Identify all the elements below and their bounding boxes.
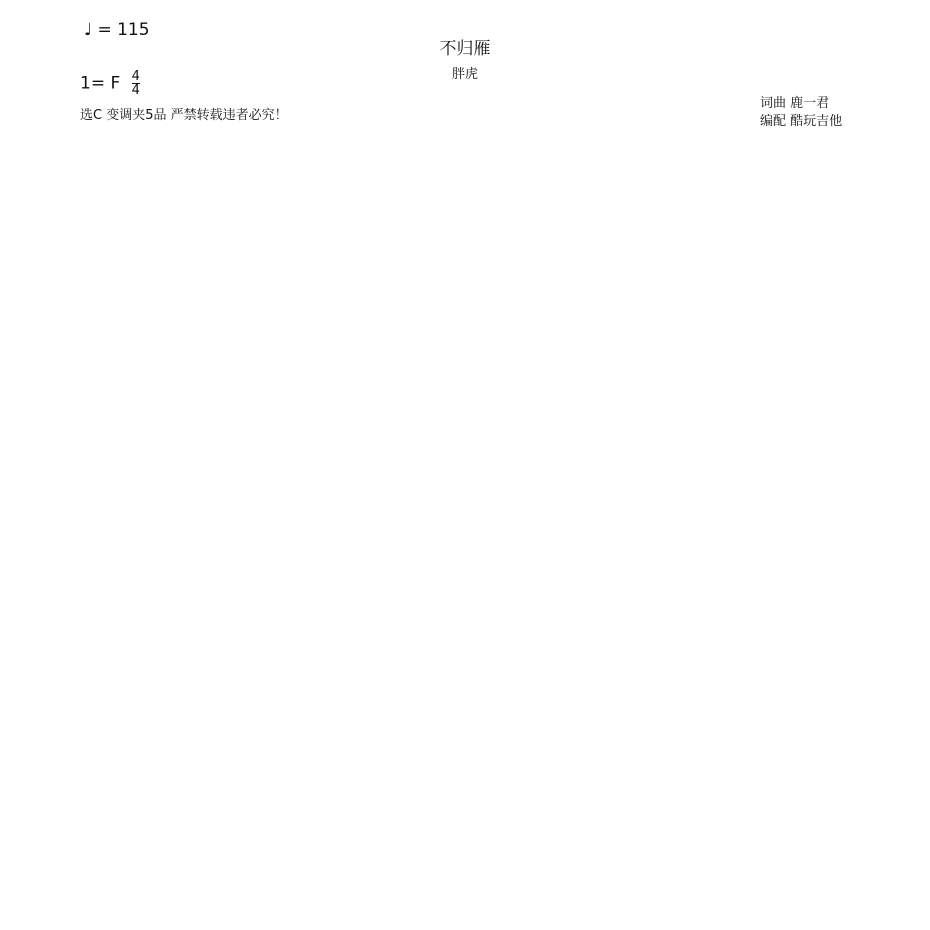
lyricist-composer: 词曲 鹿一君 bbox=[760, 96, 830, 111]
quarter-note-icon: ♩ bbox=[84, 20, 93, 40]
key-signature: 1= F $\frac{4}{4}$ bbox=[80, 69, 140, 98]
song-artist: 胖虎 bbox=[451, 67, 478, 82]
song-title: 不归雁 bbox=[439, 39, 491, 59]
time-signature: $\frac{4}{4}$ bbox=[131, 69, 140, 98]
capo-note: 选C 变调夹5品 严禁转载违者必究！ bbox=[80, 108, 288, 123]
arranger: 编配 酷玩吉他 bbox=[760, 114, 843, 129]
tempo-value: = 115 bbox=[97, 20, 150, 40]
